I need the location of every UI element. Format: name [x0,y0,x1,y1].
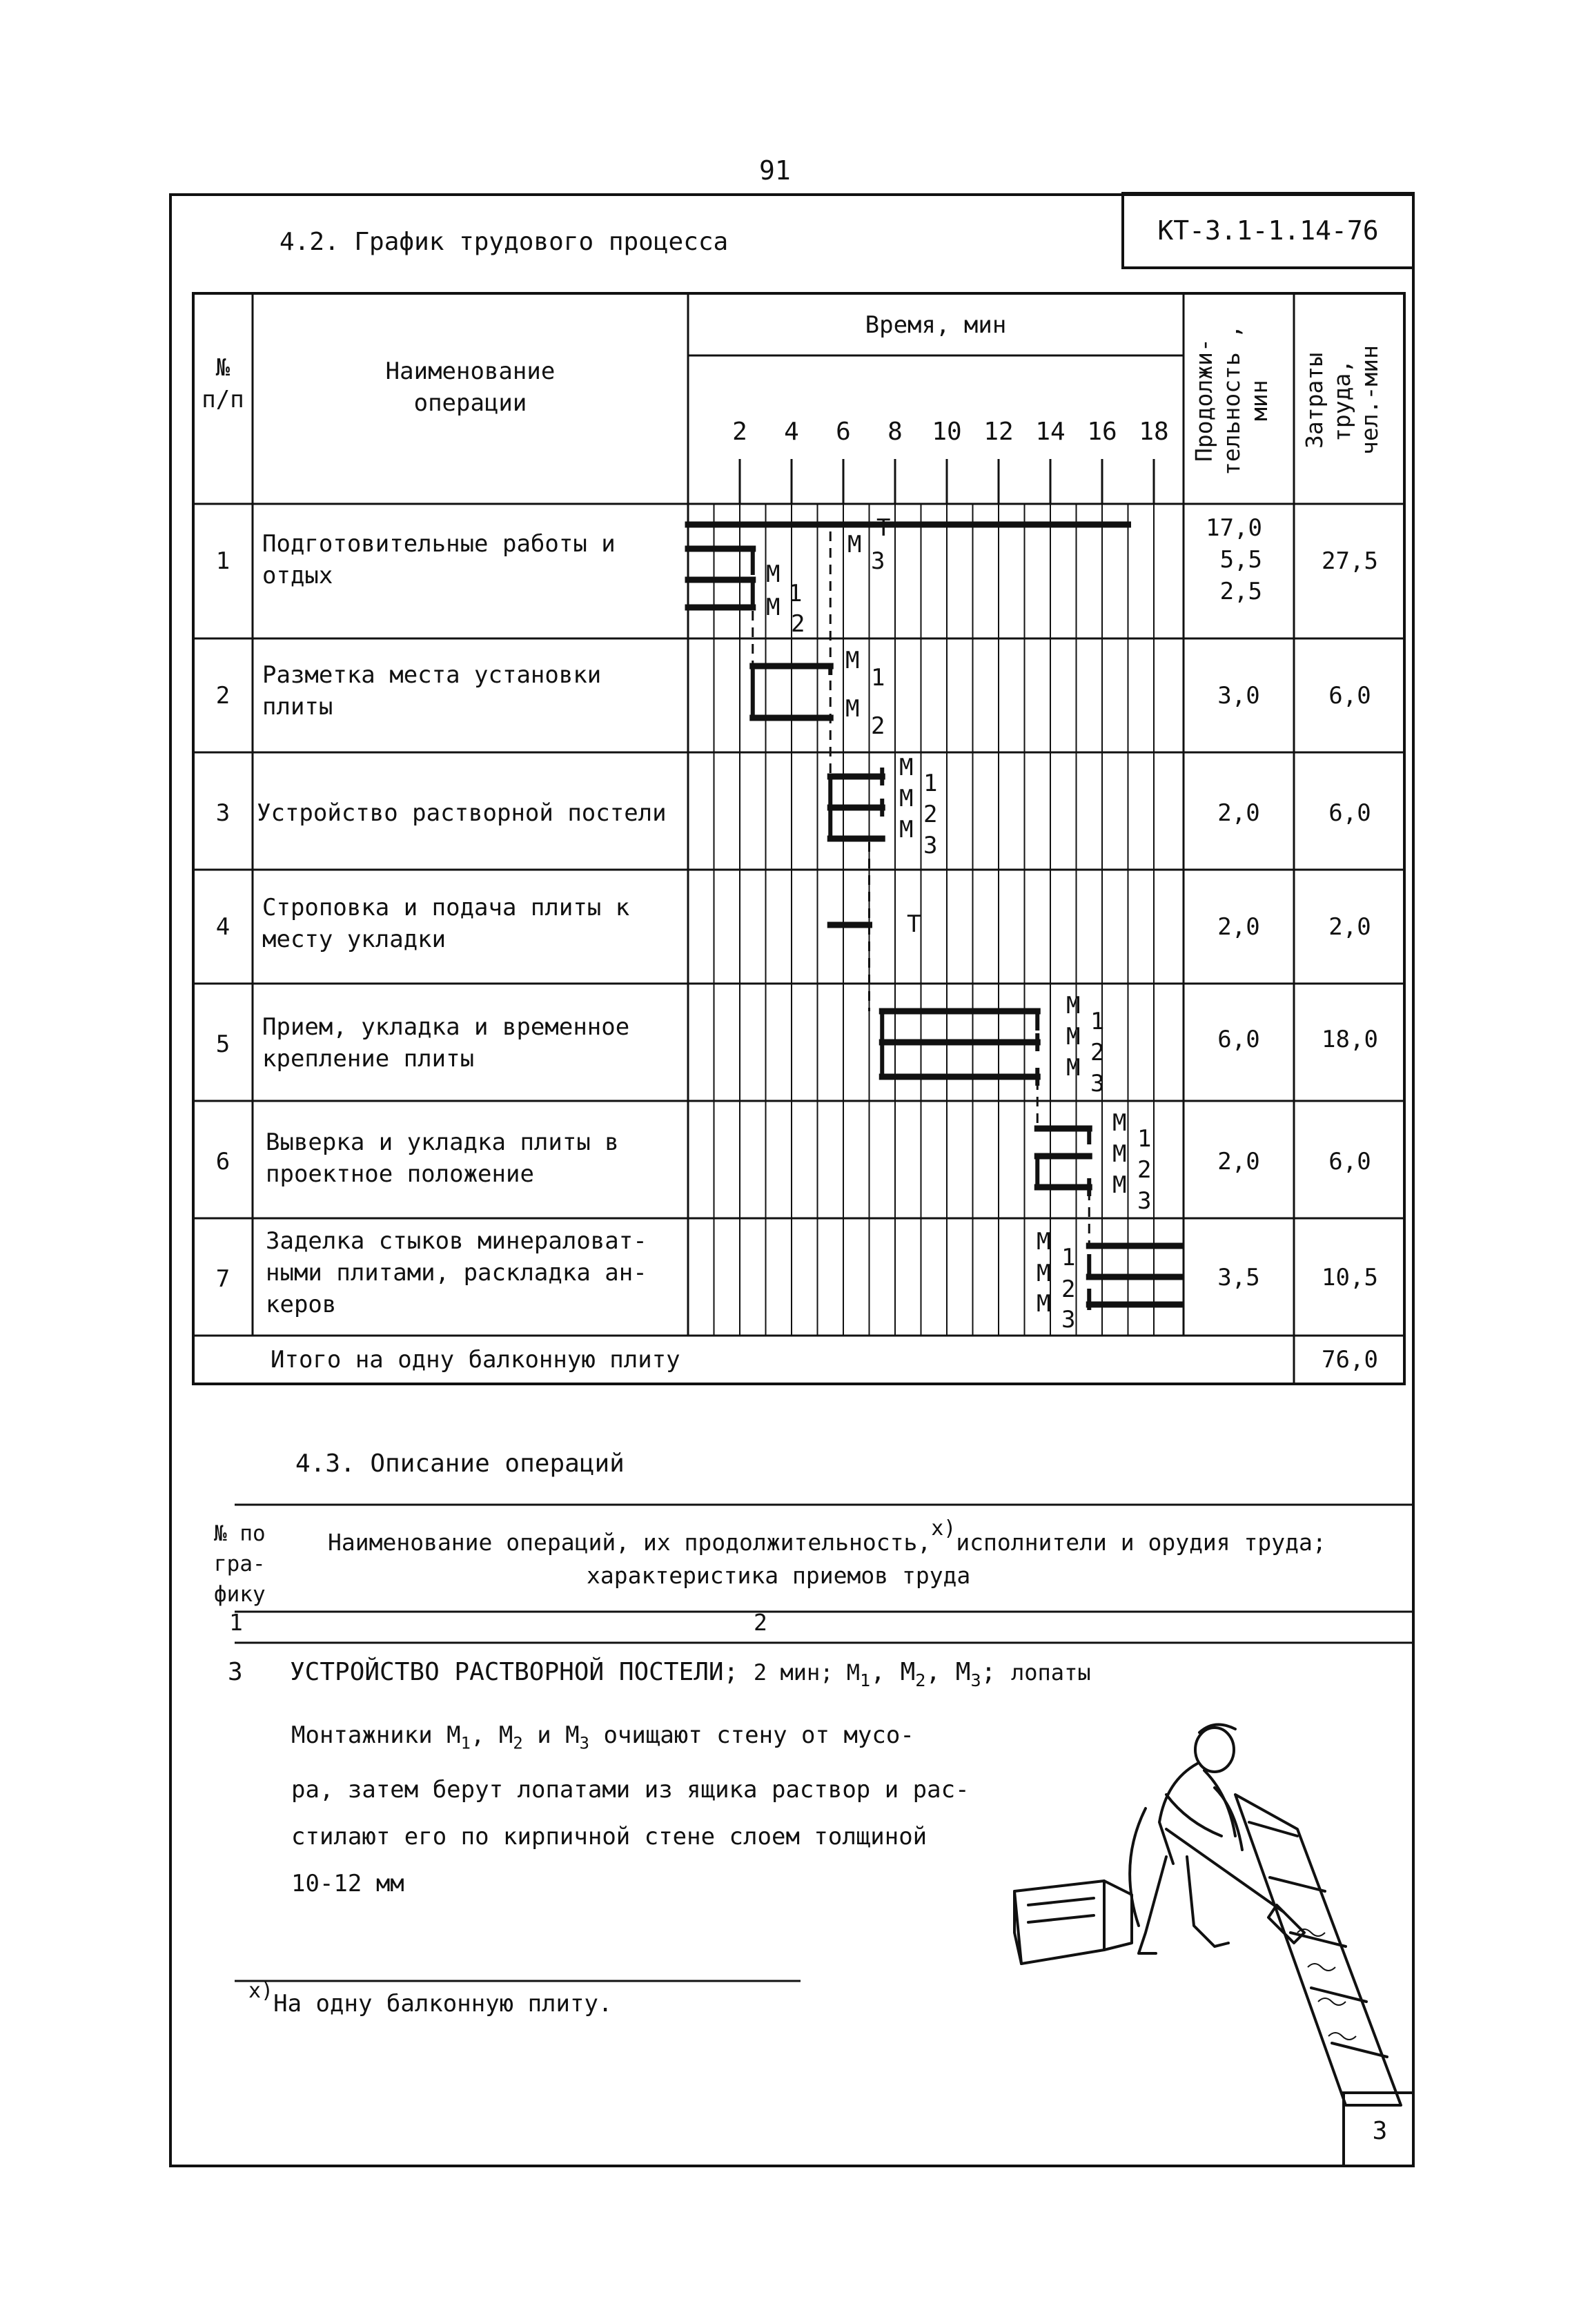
label-m: M [899,754,914,781]
row-4-labor: 2,0 [1328,913,1371,941]
row-6-labor: 6,0 [1328,1148,1371,1175]
row-7-number: 7 [215,1265,230,1293]
label-m: M [1066,992,1081,1019]
total-value: 76,0 [1322,1346,1378,1374]
op3-title-line: УСТРОЙСТВО РАСТВОРНОЙ ПОСТЕЛИ; 2 мин; $М_1$, $M_2$, $M_3$; лопаты [290,1658,1091,1690]
label-m: M [766,560,781,588]
row-6-duration: 2,0 [1217,1148,1260,1175]
total-label: Итого на одну балконную плиту [271,1346,680,1374]
document-code: КТ-3.1-1.14-76 [1121,192,1415,269]
label-sub: 1 [1090,1008,1105,1035]
ops-col-number-1: 1 [229,1609,243,1636]
row-6-number: 6 [215,1148,230,1175]
label-m: M [766,594,781,621]
label-sub: 3 [1137,1187,1152,1215]
header-labor: Затраты труда, чел.-мин [1301,345,1383,456]
time-tick-label: 14 [1035,418,1066,446]
row-3-duration: 2,0 [1217,799,1260,827]
label-m: M [899,816,914,843]
row-4-name: Строповка и подача плиты к месту укладки [262,894,630,953]
time-tick-label: 6 [836,418,851,446]
label-sub: 2 [1061,1276,1076,1303]
row-7-duration: 3,5 [1217,1264,1260,1291]
label-m: M [1112,1109,1127,1137]
label-sub: 3 [871,547,885,575]
label-sub: 3 [1061,1306,1076,1334]
row-2-duration: 3,0 [1217,682,1260,710]
label-sub: 3 [1090,1070,1105,1097]
label-m: M [1037,1260,1051,1287]
row-7-name: Заделка стыков минераловат- ными плитами, раскладка ан- керов [266,1227,647,1318]
row-2-name: Разметка места установки плиты [262,661,602,721]
time-tick-label: 10 [932,418,962,446]
label-sub: 2 [791,610,805,638]
row-3-name: Устройство растворной постели [257,799,667,827]
label-m: M [1037,1228,1051,1256]
row-2-labor: 6,0 [1328,682,1371,710]
label-sub: 1 [788,580,803,607]
time-tick-label: 4 [784,418,799,446]
ops-header-line1: Наименование операций, их продолжительность,x)исполнители и орудия труда; [328,1516,1326,1556]
label-sub: 1 [871,664,885,692]
ops-header-line2: характеристика приемов труда [587,1562,971,1589]
header-duration: Продолжи- тельность , мин [1190,324,1273,476]
time-tick-label: 12 [983,418,1014,446]
row-3-number: 3 [215,799,230,827]
row-7-labor: 10,5 [1322,1264,1378,1291]
row-5-duration: 6,0 [1217,1026,1260,1053]
label-m: M [1037,1290,1051,1318]
row-1-number: 1 [215,547,230,575]
row-4-duration: 2,0 [1217,913,1260,941]
section-42-title: 4.2. График трудового процесса [279,228,729,256]
label-m: M [1066,1054,1081,1082]
row-2-number: 2 [215,682,230,710]
time-tick-label: 8 [887,418,903,446]
row-3-labor: 6,0 [1328,799,1371,827]
page-number: 91 [759,155,791,186]
label-m: M [899,785,914,812]
section-43-title: 4.3. Описание операций [295,1449,625,1478]
label-m: M [1066,1023,1081,1051]
header-time: Время, мин [865,311,1007,339]
row-1-labor: 27,5 [1322,547,1378,575]
row-6-name: Выверка и укладка плиты в проектное положение [266,1129,619,1188]
label-t: T [876,514,891,542]
label-m: M [1112,1171,1127,1199]
label-sub: 2 [923,801,938,828]
label-sub: 1 [1137,1125,1152,1153]
row-4-number: 4 [215,913,230,941]
label-sub: 3 [923,832,938,859]
time-tick-label: 18 [1139,418,1169,446]
ops-col-number-2: 2 [754,1609,767,1636]
row-1-name: Подготовительные работы и отдых [262,530,616,589]
footnote: x)На одну балконную плиту. [248,1979,613,2018]
header-operation: Наименование операции [385,358,556,417]
label-t: T [907,910,921,938]
op3-description: Монтажники $М_1$, $M_2$ и $M_3$ очищают стену от мусо- ра, затем берут лопатами из ящика раствор и рас- стилают его по кирпичной стене слоем толщиной 10-12 мм [291,1721,970,1898]
label-m: M [847,531,862,558]
label-m: M [1112,1140,1127,1168]
label-sub: 1 [1061,1244,1076,1271]
label-m: M [845,695,860,723]
row-5-labor: 18,0 [1322,1026,1378,1053]
label-sub: 2 [871,712,885,740]
label-sub: 2 [1137,1156,1152,1184]
header-number: № п/п [202,354,244,413]
sheet-number: 3 [1342,2091,1415,2167]
label-sub: 2 [1090,1039,1105,1066]
row-5-name: Прием, укладка и временное крепление плиты [262,1013,630,1073]
row-1-duration: 17,0 5,5 2,5 [1206,514,1262,605]
time-tick-label: 2 [732,418,747,446]
ops-header-number: № по гра- фику [214,1521,266,1607]
label-m: M [845,647,860,674]
row-5-number: 5 [215,1031,230,1058]
op3-number: 3 [228,1658,243,1686]
time-tick-label: 16 [1087,418,1117,446]
label-sub: 1 [923,770,938,797]
